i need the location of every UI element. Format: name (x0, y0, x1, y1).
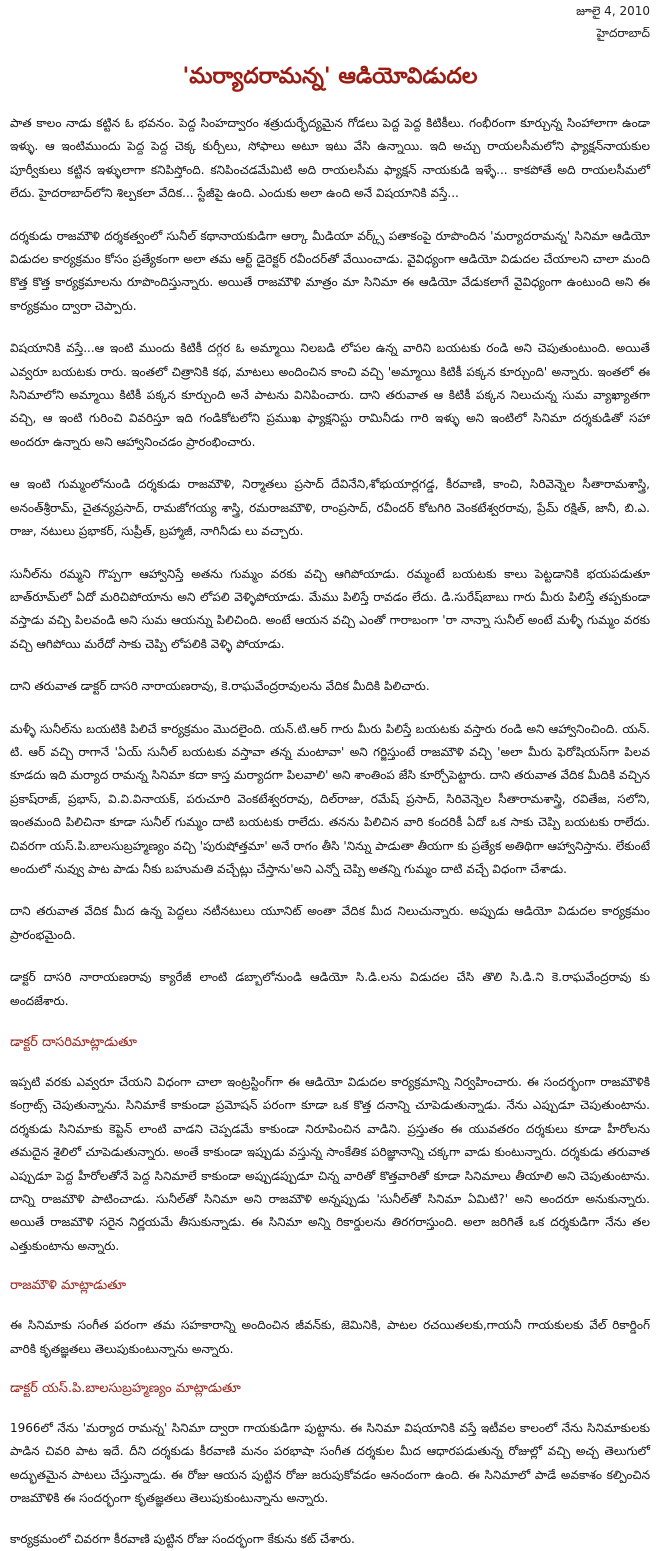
section-paragraph-rajamouli: ఈ సినిమాకు సంగీత పరంగా తమ సహకారాన్ని అందించిన జీవన్‌కు, జెమినికి, పాటల రచయితలకు,గాయనీ గాయకులకు వేల్ రికార్డింగ్ వారికి కృతజ్ఞతలు తెలుపుకుంటున్నాను అన్నారు. (10, 1318, 650, 1356)
paragraph-6: దాని తరువాత డాక్టర్ దాసరి నారాయణరావు, కె.రాఘవేంద్రరావులను వేదిక మీదికి పిలిచారు. (10, 679, 430, 694)
section-paragraph-dasari: ఇప్పటి వరకు ఎవ్వరూ చేయని విధంగా చాలా ఇంట్రస్టింగ్‌గా ఈ ఆడియో విడుదల కార్యక్రమాన్ని నిర్వహించారు. ఈ సందర్భంగా రాజమౌళికి కంగ్రాట్స్ చెపుతున్నాను. సినిమాకే కాకుండా ప్రమోషన్ పరంగా కూడా ఒక కొత్త దనాన్ని చూపెడుతున్నాడు. నేను ఎప్పుడూ చెపుతుంటాను. దర్శకుడు సినిమాకు కెప్టెన్ లాంటి వాడని చెప్పడమే కాకుండా నిరూపించిన వాడిని. ప్రస్తుతం ఈ యువతరం దర్శకులు కూడా హీరోలను తమదైన శైలిలో చూపెడుతున్నారు. అంతే కాకుండా ఇప్పుడు వస్తున్న సాంకేతిక పరిజ్ఞానాన్ని చక్కగా వాడు కుంటున్నారు. దర్శకుడు తరువాత ఎప్పుడూ పెద్ద హీరోలతోనే పెద్ద సినిమాలే కాకుండా అప్పుడప్పుడూ చిన్న వారితో కొత్తవారితో కూడా సినిమాలు తీయాలి అని చెపుతుంటాను. దాన్ని రాజమౌళి పాటించాడు. సునీల్‌తో సినిమా అని రాజమౌళి అన్నప్పుడు 'సునీల్‌తో సినిమా ఏమిటి?' అని అందరూ అనుకున్నారు. అయితే రాజమౌళి సరైన నిర్ణయమే తీసుకున్నాడు. ఈ సినిమా అన్ని రికార్డులను తిరగరాస్తుంది. అలా జరిగితే ఒక దర్శకుడిగా నేను తల ఎత్తుకుంటాను అన్నారు. (10, 1075, 650, 1253)
section-heading-dasari: డాక్టర్ దాసరిమాట్లాడుతూ (10, 1035, 137, 1050)
paragraph-1: పాత కాలం నాడు కట్టిన ఓ భవనం. పెద్ద సింహద్వారం శత్రుదుర్భేద్యమైన గోడలు పెద్ద పెద్ద కిటికీలు. గంభీరంగా కూర్చున్న సింహాలాగా ఉండా ఇళ్ళు. ఆ ఇంటిముందు పెద్ద పెద్ద చెక్క కుర్చీలు, సోఫాలు అటూ ఇటు వేసి ఉన్నాయి. ఇది అచ్చు రాయలసీమలోని ఫ్యాక్షన్‌నాయకుల పూర్వీకులు కట్టిన ఇళ్ళులాగా కనిపిస్తోంది. కనిపించడమేమిటి అది రాయలసీమ ఫ్యాక్షన్ నాయకుడి ఇళ్ళే... కాకపోతే అది రాయలసీమలో లేదు. హైదరాబాద్‌లోని శిల్పకలా వేదిక... స్టేజీపై ఉంది. ఎందుకు అలా ఉంది అనే విషయానికి వస్తే... (10, 116, 650, 201)
paragraph-2: దర్శకుడు రాజమౌళి దర్శకత్వంలో సునీల్ కథానాయకుడిగా ఆర్కా మీడియా వర్క్స్ పతాకంపై రూపొందిన 'మర్యాదరామన్న' సినిమా ఆడియో విడుదల కార్యక్రమం కోసం ప్రత్యేకంగా అలా తమ ఆర్ట్ డైరెక్టర్ రవీందర్‌తో వేయించాడు. వైవిధ్యంగా ఆడియో విడుదల చేయాలని చాలా మంది కొత్త కొత్త కార్యక్రమాలను రూపొందిస్తున్నారు. అయితే రాజమౌళి మాత్రం మా సినిమా ఈ ఆడియో వేడుకలాగే వైవిధ్యంగా ఉంటుంది అని ఈ కార్యక్రమం ద్వారా చెప్పారు. (10, 228, 650, 313)
paragraph-9: డాక్టర్ దాసరి నారాయణరావు క్యారేజీ లాంటి డబ్బాలోనుండి ఆడియో సి.డి.లను విడుదల చేసి తొలి సి.డి.ని కె.రాఘవేంద్రరావు కు అందజేశారు. (10, 970, 650, 1008)
paragraph-5: సునీల్‌ను రమ్మని గొప్పగా ఆహ్వానిస్తే అతను గుమ్మం వరకు వచ్చి ఆగిపోయాడు. రమ్మంటే బయటకు కాలు పెట్టడానికి భయపడుతూ బాత్‌రూమ్‌లో ఏదో మరిచిపోయాను అని లోపలి వెళ్ళిపోయాడు. మేము పిలిస్తే రావడం లేదు. డి.సురేష్‌బాబు గారు మీరు పిలిస్తే తప్పకుండా వస్తాడు వచ్చి పిలవండి అని సుమ ఆయన్ను పిలిచింది. అంటే ఆయన వచ్చి ఎంతో గారాబంగా 'రా నాన్నా సునీల్ అంటే మళ్ళీ గుమ్మం వరకు వచ్చి ఆగిపోయి మరేదో సాకు చెప్పి లోపలికి వెళ్ళి పోయాడు. (10, 566, 650, 651)
article-title: 'మర్యాదరామన్న' ఆడియోవిడుదల (182, 64, 478, 89)
article-body (10, 112, 650, 1551)
section-heading-rajamouli: రాజమౌళి మాట్లాడుతూ (10, 1278, 127, 1294)
closing-paragraph: కార్యక్రమంలో చివరగా కీరవాణి పుట్టిన రోజు సందర్భంగా కేకును కట్ చేశారు. (10, 1531, 355, 1546)
article-date: జూలై 4, 2010 (576, 4, 650, 18)
article-place: హైదరాబాద్ (596, 26, 650, 40)
paragraph-7: మళ్ళీ సునీల్‌ను బయటికి పిలిచే కార్యక్రమం మొదలైంది. యన్.టి.ఆర్ గారు మీరు పిలిస్తే బయటకు వస్తారు రండి అని ఆహ్వానించింది. యన్. టి. ఆర్ వచ్చి రాగానే 'ఏయ్ సునీల్ బయటకు వస్తావా తన్న మంటావా' అని గర్జిస్తుంటే రాజమౌళి వచ్చి 'అలా మీరు ఫెరోషియస్‌గా పిలవ కూడదు ఇది మర్యాద రామన్న సినిమా కదా కాస్త మర్యాదగా పిలవాలి' అని శాంతింప జేసి కూర్చోపెట్టారు. దాని తరువాత వేదిక మీదికి వచ్చిన ప్రకాష్‌రాజ్, ప్రభాస్, వి.వి.వినాయక్, పరుచూరి వెంకటేశ్వరరావు, దిల్‌రాజు, రమేష్ ప్రసాద్, సిరివెన్నెల సీతారామశాస్త్రి, రవితేజ, సలోని, ఇంతమంది పిలిచినా కూడా సునీల్ గుమ్మం దాటి బయటకు రాలేదు. తనను పిలిచిన వారి కందరికీ ఏదో ఒక సాకు చెప్పి బయటకు రాలేదు. చివరగా యస్.పి.బాలసుబ్రహ్మణ్యం వచ్చి 'పురుషోత్తమా' అనే రాగం తీసి 'నిన్ను పాడుతా తీయగా కు ప్రత్యేక అతిథిగా ఆహ్వానిస్తాను. లేకుంటే అందులో నువ్వు పాట పాడు నీకు బహుమతి వచ్చేట్లు చేస్తాను'అని ఎన్నో చెప్పి అతన్ని గుమ్మం దాటి వచ్చే విధంగా చేశాడు. (10, 721, 650, 876)
section-heading-spb: డాక్టర్ యస్.పి.బాలసుబ్రహ్మణ్యం మాట్లాడుతూ (10, 1381, 241, 1397)
section-paragraph-spb: 1966లో నేను 'మర్యాద రామన్న' సినిమా ద్వారా గాయకుడిగా పుట్టాను. ఈ సినిమా విషయానికి వస్తే ఇటీవల కాలంలో నేను సినిమాకులకు పాడిన చివరి పాట ఇదే. దీని దర్శకుడు కీరవాణి మనం పరభాషా సంగీత దర్శకుల మీద ఆధారపడుతున్న రోజుల్లో వచ్చి అచ్చ తెలుగులో అద్భుతమైన పాటలు చేస్తున్నాడు. ఈ రోజు ఆయన పుట్టిన రోజు జరుపుకోవడం ఆనందంగా ఉంది. ఈ సినిమాలో పాడే అవకాశం కల్పించిన రాజమౌళికి ఈ సందర్భంగా కృతజ్ఞతలు తెలుపుకుంటున్నాను అన్నారు. (10, 1421, 650, 1506)
paragraph-4: ఆ ఇంటి గుమ్మంలోనుండి దర్శకుడు రాజమౌళి, నిర్మాతలు ప్రసాద్ దేవినేని,శోభుయార్లగడ్డ, కీరవాణి, కాంచి, సిరివెన్నెల సీతారామశాస్త్రి, అనంత్‌శ్రీరామ్, చైతన్యప్రసాద్, రామజోగయ్య శాస్త్రి, రమరాజమౌళి, రాంప్రసాద్, రవీందర్ కోటగిరి వెంకటేశ్వరరావు, ప్రేమ్ రక్షిత్, జానీ, బి.ఎ. రాజు, నటులు ప్రభాకర్, సుప్రీత్, బ్రహ్మాజీ, నాగినీడు లు వచ్చారు. (10, 477, 650, 539)
paragraph-3: విషయానికి వస్తే...ఆ ఇంటి ముందు కిటికీ దగ్గర ఓ అమ్మాయి నిలబడి లోపల ఉన్న వారిని బయటకు రండి అని చెపుతుంటుంది. అయితే ఎవ్వరూ బయటకు రారు. ఇంతలో చిత్రానికి కథ, మాటలు అందించిన కాంచి వచ్చి 'అమ్మాయి కిటికీ పక్కన కూర్చుంది' అన్నారు. ఇంతలో ఈ సినిమాలోని అమ్మాయి కిటికీ పక్కన కూర్చుంది అనే పాటను వినిపించారు. దాని తరువాత ఆ కిటికీ పక్కన నిలుచున్న సుమ వ్యాఖ్యాతగా వచ్చి, ఆ ఇంటి గురించి వివరిస్తూ ఇది గండికోటలోని ప్రముఖ ఫ్యాక్షనిస్టు రామినీడు గారి ఇళ్ళు అని ఇంటిలో సినిమా దర్శకుడితో సహా అందరూ ఉన్నారు అని ఆహ్వానించడం ప్రారంభించారు. (10, 341, 650, 449)
paragraph-8: దాని తరువాత వేదిక మీద ఉన్న పెద్దలు నటీనటులు యూనిట్ అంతా వేదిక మీద నిలుచున్నారు. అప్పుడు ఆడియో విడుదల కార్యక్రమం ప్రారంభమైంది. (10, 904, 650, 942)
